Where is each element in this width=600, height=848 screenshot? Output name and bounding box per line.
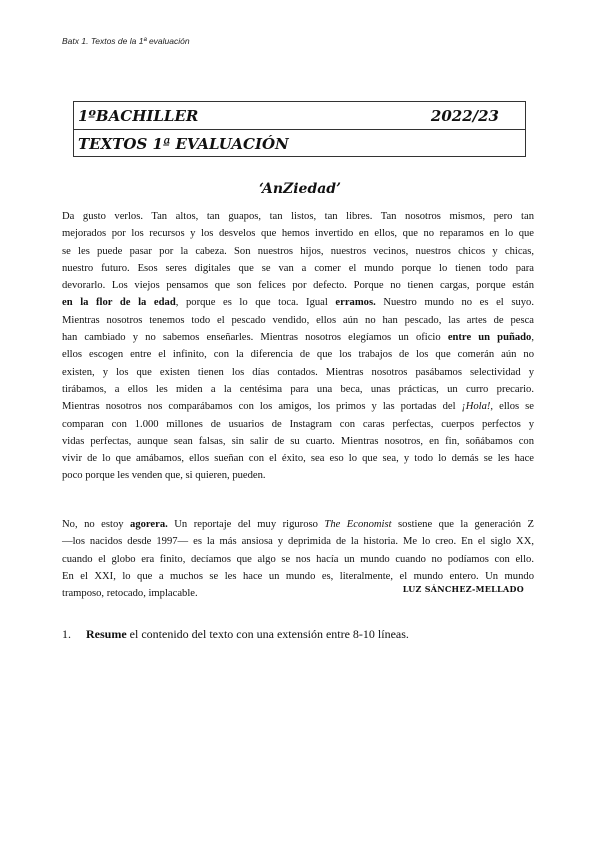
text-title: ‘AnZiedad’ xyxy=(259,181,341,197)
text-segment: No, no estoy xyxy=(62,519,131,530)
bold-phrase: en la flor de la edad xyxy=(62,297,176,309)
text-segment: Nuestro mundo no es el suyo. xyxy=(375,297,535,309)
text-segment: tirábamos, a ellos les miden a la centésima para una beca, unas prácticas, un curro precario. xyxy=(62,383,534,395)
text-line xyxy=(62,450,534,467)
text-line xyxy=(62,551,534,568)
text-line xyxy=(62,398,534,415)
bold-phrase: agorera. xyxy=(130,519,168,530)
text-segment: existen, y los que existen tienen los días contados. Mientras nosotros pasábamos selectividad y xyxy=(62,366,534,378)
question-number: 1. xyxy=(62,627,71,641)
text-segment: ellos escogen entre el infinito, con la diferencia de que los trabajos de los que comerán aún no xyxy=(62,349,534,361)
text-line xyxy=(62,381,534,398)
bold-phrase: erramos. xyxy=(335,297,376,309)
text-line xyxy=(62,516,534,533)
question-text: el contenido del texto con una extensión entre 8-10 líneas. xyxy=(126,627,409,641)
text-segment: se les puede pasar por la cabeza. Son nuestros hijos, nuestros vecinos, nuestros chicos y chicas, xyxy=(62,245,534,257)
text-segment: , ellos se xyxy=(490,401,534,413)
text-segment: Mientras nosotros tenemos todo el pescado vendido, ellos aún no han pescado, las artes de pesca xyxy=(62,314,534,326)
text-segment: Un reportaje del muy riguroso xyxy=(167,519,325,530)
text-segment: , xyxy=(531,332,534,344)
paragraph-1 xyxy=(62,208,534,485)
text-line xyxy=(62,346,534,363)
subtitle-label: TEXTOS 1ª EVALUACIÓN xyxy=(78,134,289,153)
year-label: 2022/23 xyxy=(430,106,499,125)
text-segment: poco porque les venden que, si quieren, pueden. xyxy=(62,470,266,482)
text-line xyxy=(62,329,534,346)
question-keyword: Resume xyxy=(86,627,127,641)
text-segment: han cambiado y no sabemos enseñarles. Mientras nosotros elegíamos un oficio xyxy=(62,332,448,344)
text-segment: mejorados por los recursos y los desvelos que hemos invertido en ellos, que no reparamos en lo que xyxy=(62,228,534,240)
text-segment: vivir de lo que amábamos, ellos sueñan con el éxito, sea eso lo que sea, y todo lo demás se les hace xyxy=(62,453,534,465)
text-line xyxy=(62,260,534,277)
text-segment: , porque es lo que toca. Igual xyxy=(175,297,336,309)
text-line xyxy=(62,277,534,294)
text-segment: sostiene que la generación Z xyxy=(391,519,534,530)
text-line xyxy=(62,225,534,242)
text-line xyxy=(62,568,534,585)
text-segment: nuestro futuro. Esos seres digitales que se van a comer el mundo porque lo tienen todo para xyxy=(62,262,534,274)
text-line xyxy=(62,364,534,381)
text-segment: Mientras nosotros nos comparábamos con los amigos, los primos y las portadas del xyxy=(62,401,462,413)
text-segment: Da gusto verlos. Tan altos, tan guapos, tan listos, tan libres. Tan nosotros mismos, pero tan xyxy=(62,211,534,222)
text-line xyxy=(62,467,534,484)
page-header: Batx 1. Textos de la 1ª evaluación xyxy=(62,36,190,46)
text-segment: tramposo, retocado, implacable. xyxy=(62,588,198,600)
text-line xyxy=(62,312,534,329)
text-segment: comparan con 1.000 millones de usuarios de Instagram con caras perfectas, cuerpos perfectos y xyxy=(62,418,534,430)
text-line xyxy=(62,533,534,550)
text-segment: En el XXI, lo que a muchos se les hace un mundo es, literalmente, el mundo entero. Un mundo xyxy=(62,570,534,582)
header-box xyxy=(73,101,526,157)
bold-phrase: entre un puñado xyxy=(447,332,532,344)
author-signature: LUZ SÁNCHEZ-MELLADO xyxy=(402,584,524,594)
question-1 xyxy=(62,627,409,642)
italic-phrase: The Economist xyxy=(324,519,392,530)
text-line xyxy=(62,433,534,450)
header-row-subtitle xyxy=(74,130,525,157)
text-segment: vidas perfectas, aunque sean falsas, sin salir de su cuarto. Mientras nosotros, en fin, soñábamos con xyxy=(62,435,534,447)
header-row-course xyxy=(74,102,525,130)
text-segment: cuando el globo era finito, decíamos que algo se nos hacía un mundo cuando no podíamos con ello. xyxy=(62,553,534,565)
text-line xyxy=(62,294,534,311)
italic-phrase: ¡Hola! xyxy=(461,401,491,413)
text-line xyxy=(62,208,534,225)
course-label: 1ºBACHILLER xyxy=(78,106,199,125)
text-segment: devorarlo. Los viejos pensamos que son felices por defecto. Porque no tienen cargas, porque están xyxy=(62,280,534,292)
text-segment: —los nacidos desde 1997— es la más ansiosa y deprimida de la historia. Me lo creo. En el siglo XX, xyxy=(62,536,534,548)
text-line xyxy=(62,243,534,260)
text-line xyxy=(62,416,534,433)
